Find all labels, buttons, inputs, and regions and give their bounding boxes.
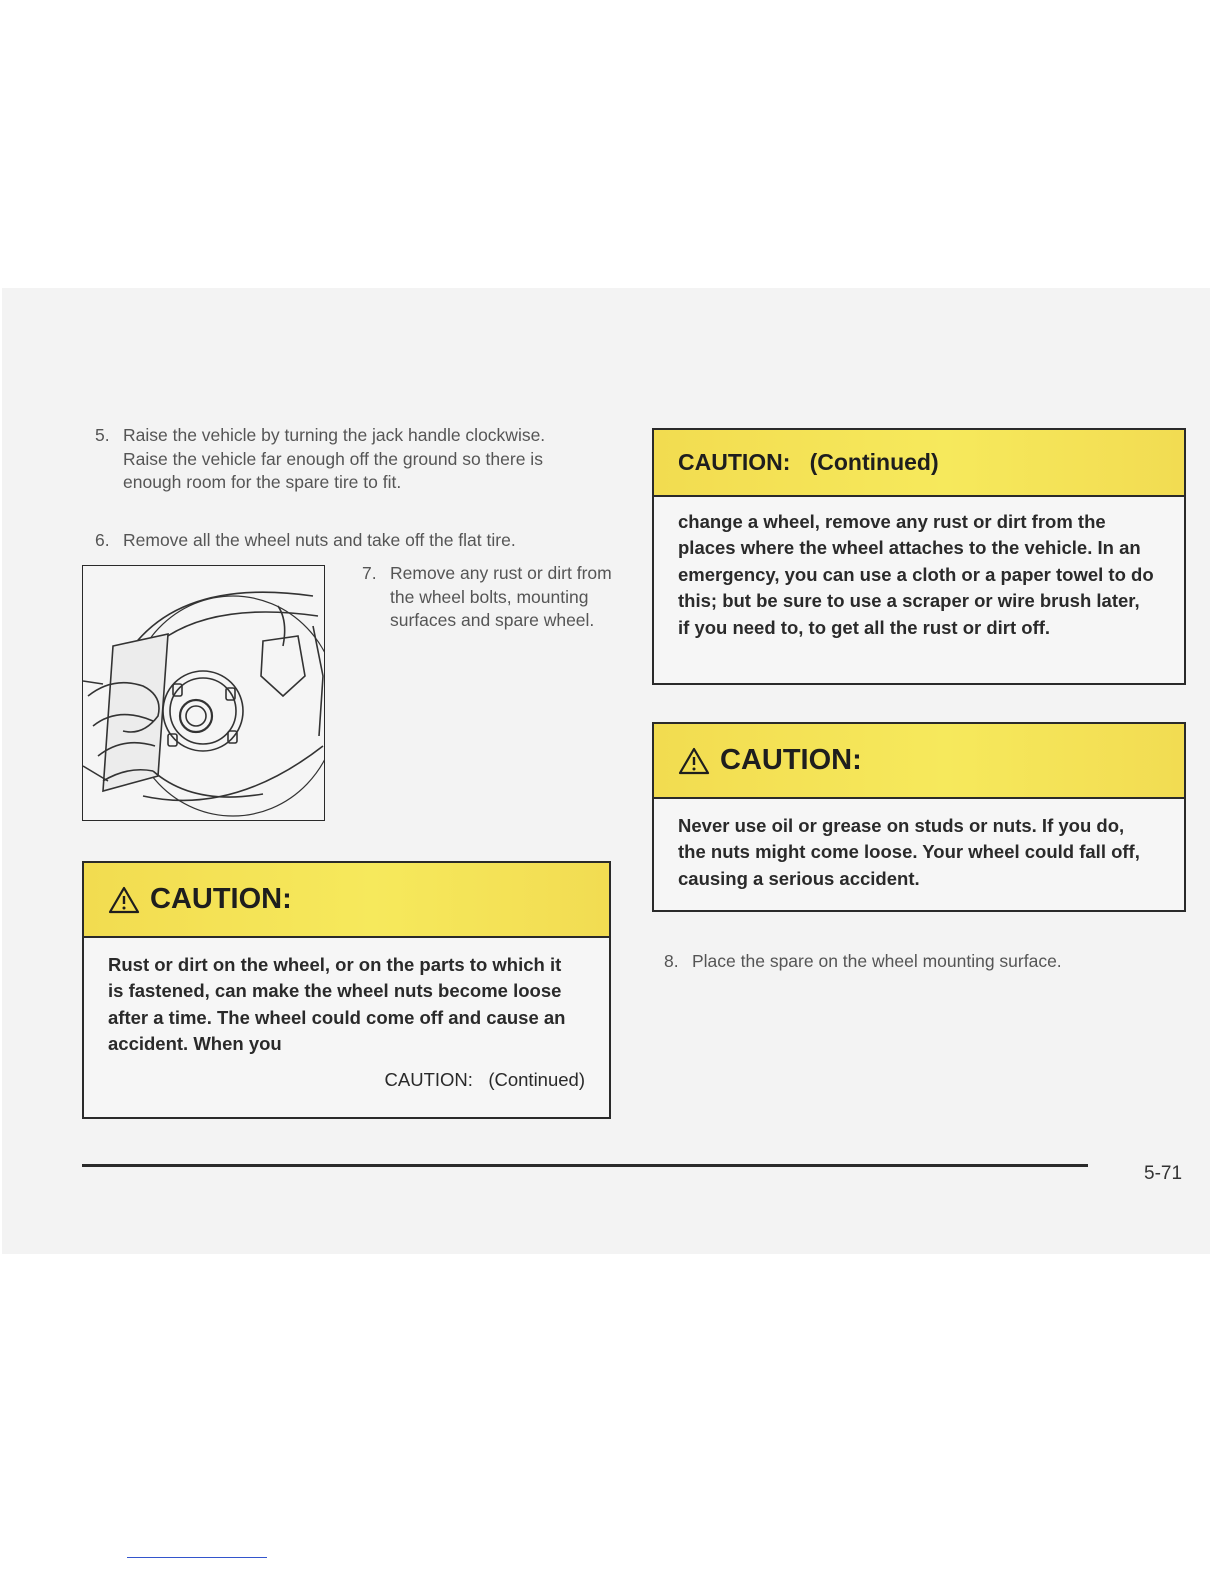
caution-title: CAUTION: (Continued) [678,449,939,475]
caution-text: change a wheel, remove any rust or dirt from the places where the wheel attaches to the vehicle. In an emergency, you can use a cloth or a paper towel to do this; but be sure to use a scraper or wire brush later, if you need to, to get all the rust or dirt off. [678,511,1154,638]
caution-box-rust [82,861,611,1119]
caution-box-oil-grease [652,722,1186,912]
caution-title: CAUTION: [150,883,292,915]
wheel-hub-drawing [83,566,325,821]
step-text: Place the spare on the wheel mounting surface. [692,951,1062,971]
bottom-divider [127,1557,267,1558]
caution-continued-label: CAUTION: (Continued) [384,1069,585,1090]
step-5 [95,424,565,495]
step-text: Remove any rust or dirt from the wheel bolts, mounting surfaces and spare wheel. [390,563,612,630]
step-text: Raise the vehicle by turning the jack handle clockwise. Raise the vehicle far enough off the ground so there is enough room for the spare tire to fit. [123,425,546,492]
caution-header [654,724,1184,799]
caution-header [84,863,609,938]
page-number: 5-71 [1144,1163,1183,1184]
step-8 [664,950,1164,974]
step-number: 7. [362,563,377,583]
step-7 [362,562,617,633]
step-number: 5. [95,425,110,445]
wheel-hub-illustration [82,565,325,821]
warning-triangle-icon [108,886,140,914]
caution-header [654,430,1184,497]
step-number: 8. [664,951,679,971]
step-number: 6. [95,530,110,550]
caution-box-continued [652,428,1186,685]
caution-text: Never use oil or grease on studs or nuts. If you do, the nuts might come loose. Your wheel could fall off, causing a serious accident. [678,815,1140,889]
step-text: Remove all the wheel nuts and take off the flat tire. [123,530,516,550]
step-6 [95,529,625,553]
caution-title: CAUTION: [720,744,862,776]
warning-triangle-icon [678,747,710,775]
caution-text: Rust or dirt on the wheel, or on the parts to which it is fastened, can make the wheel nuts become loose after a time. The wheel could come off and cause an accident. When you [108,954,566,1055]
footer-rule [82,1164,1088,1167]
